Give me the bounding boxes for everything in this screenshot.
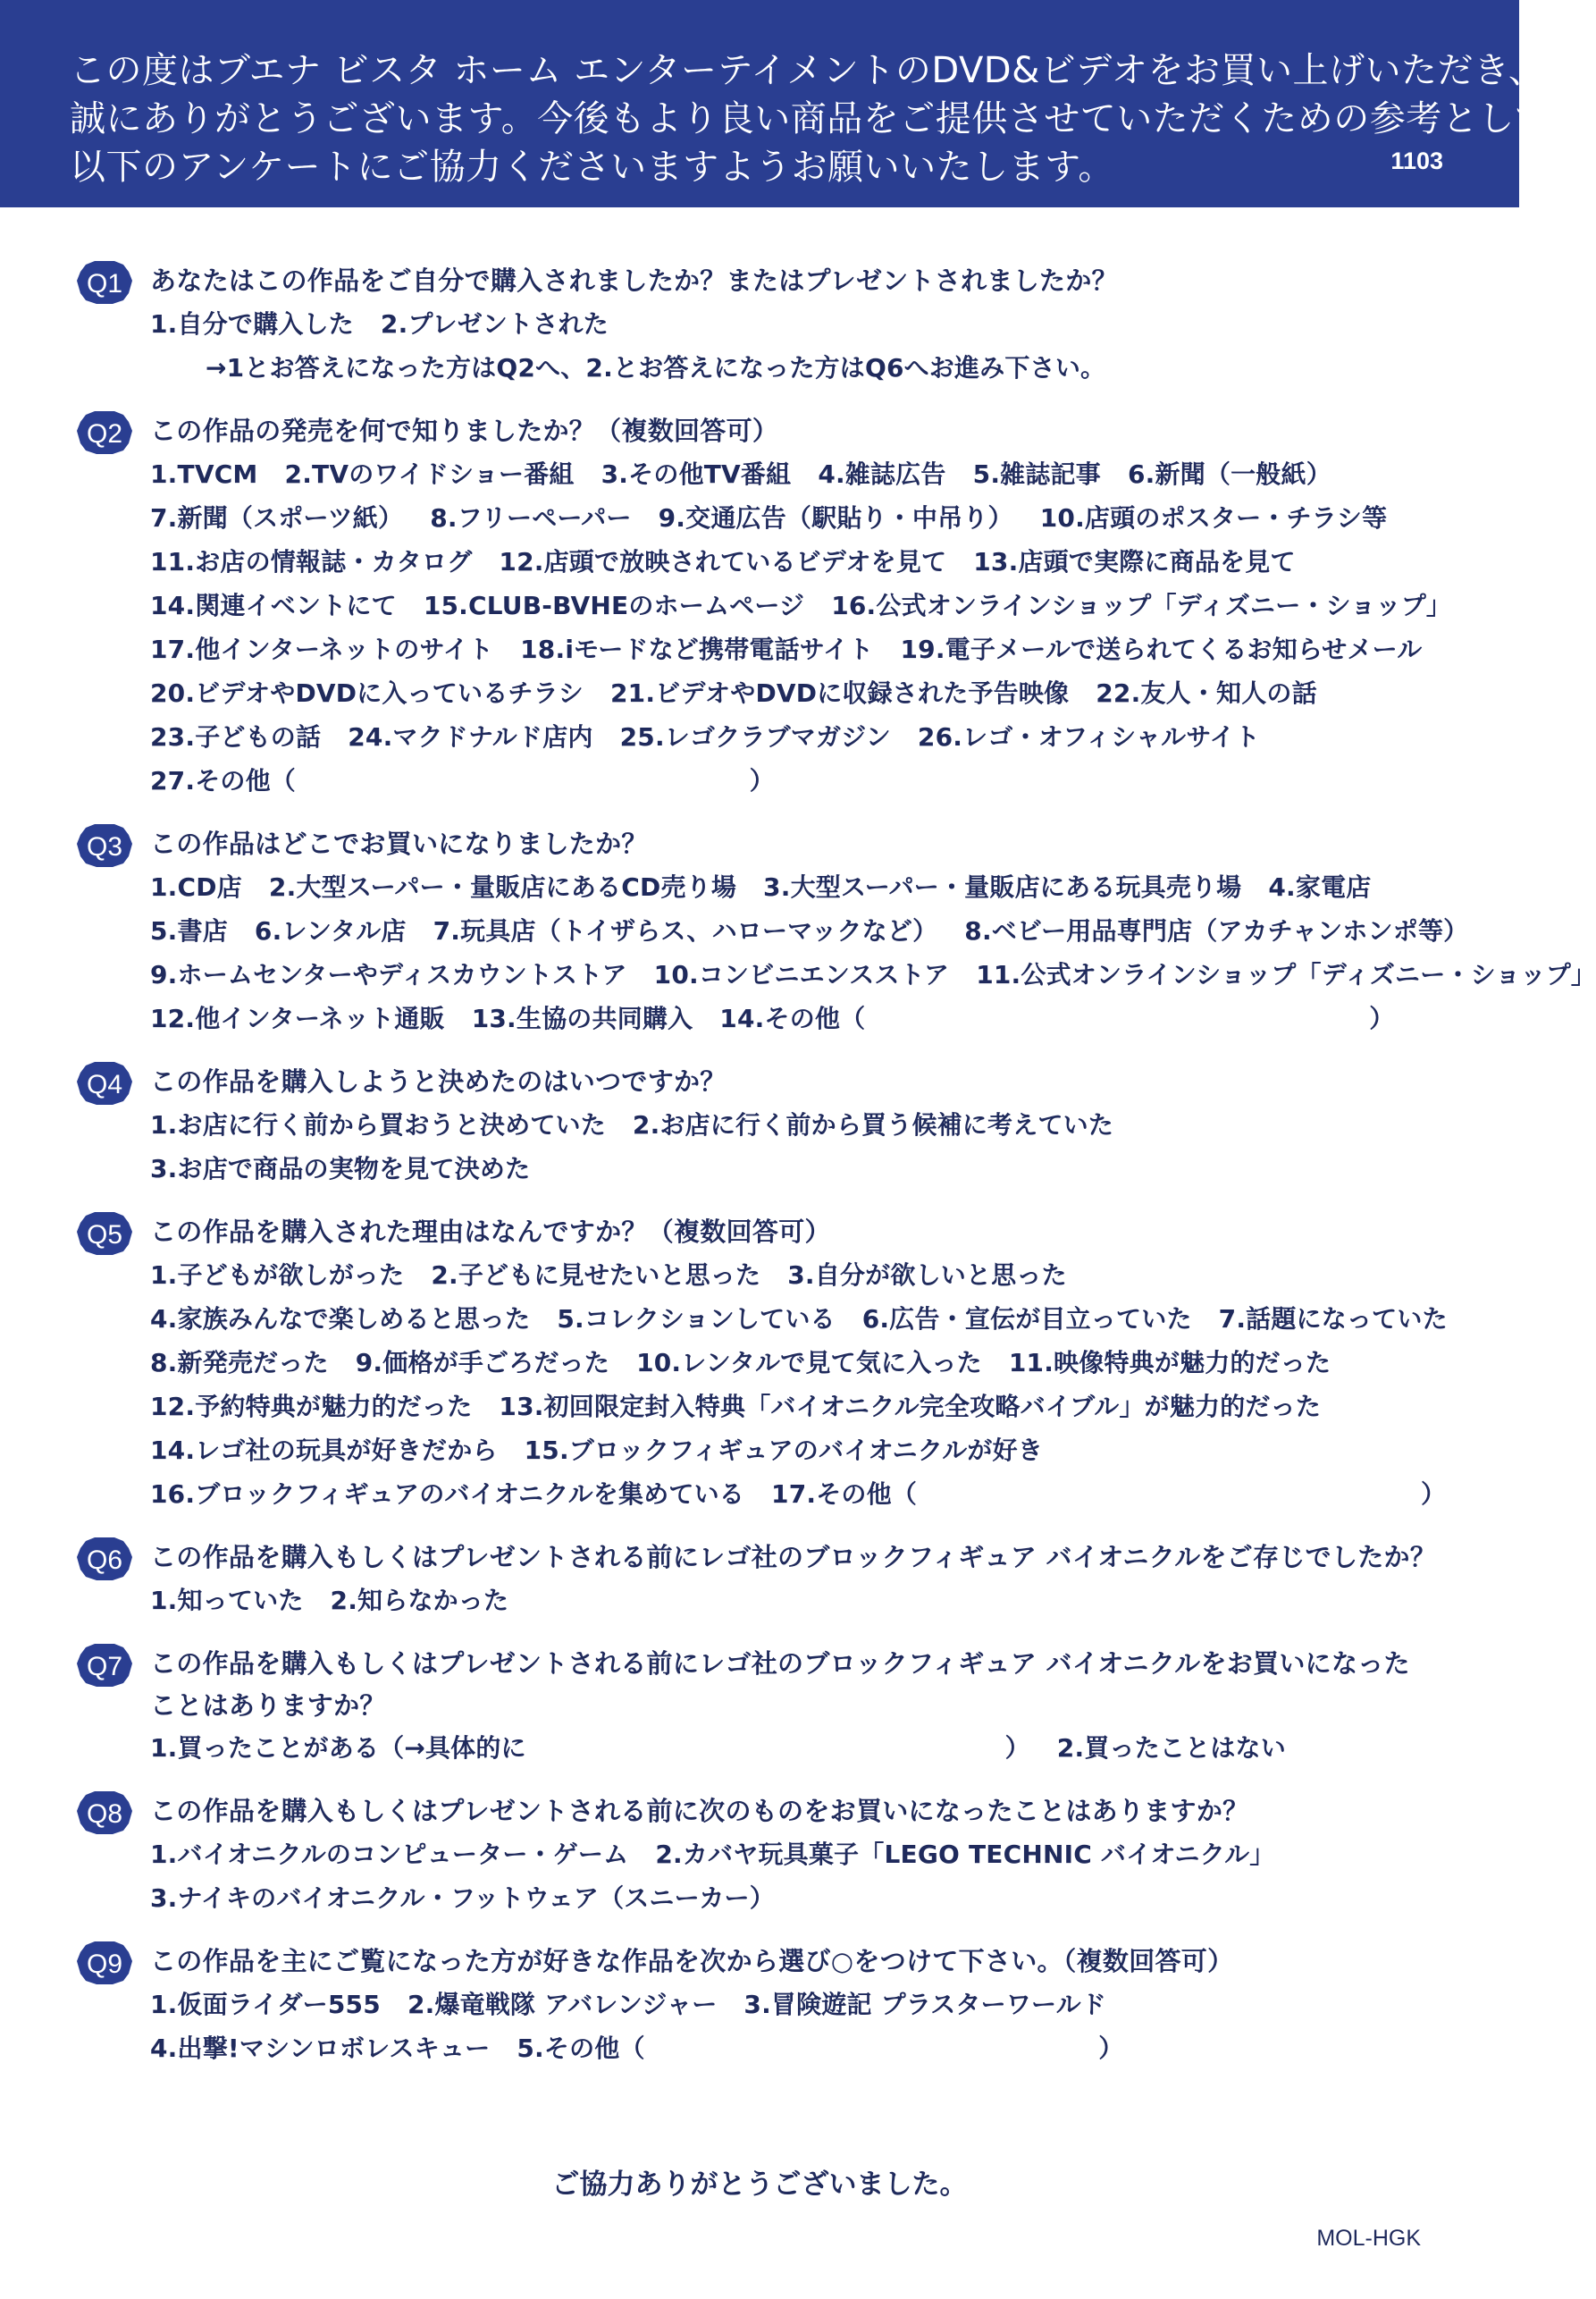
q5-options-row [150,1297,1519,1341]
q3-option[interactable]: 7.玩具店（トイザらス、ハローマックなど） [433,916,938,946]
q2-option[interactable]: 18.iモードなど携帯電話サイト [520,635,874,664]
q1-option[interactable]: →1とお答えになった方はQ2へ、2.とお答えになった方はQ6へお進み下さい。 [206,353,1106,383]
q7-badge-icon [77,1644,132,1687]
q1-options-row [150,346,1519,390]
q3-title: この作品はどこでお買いになりましたか？ [150,829,648,859]
q5-option[interactable]: 3.自分が欲しいと思った [787,1260,1067,1290]
header-line-2: 誠にありがとうございます。今後もより良い商品をご提供させていただくための参考として、 [70,98,1586,139]
q3-option[interactable]: 11.公式オンラインショップ「ディズニー・ショップ」 [976,960,1596,989]
q4-options-row [150,1103,1519,1147]
q5-option[interactable]: 11.映像特典が魅力的だった [1008,1348,1331,1377]
header-band [0,0,1586,207]
q3-option[interactable]: 9.ホームセンターやディスカウントストア [150,960,627,989]
q1-options-row [150,302,1519,346]
question-q7 [0,1642,1519,1770]
q2-options-row [150,627,1519,671]
q5-option[interactable]: 7.話題になっていた [1218,1304,1448,1334]
q1-option[interactable]: 2.プレゼントされた [380,309,609,339]
q2-option[interactable]: 23.子どもの話 [150,722,322,752]
q6-option[interactable]: 1.知っていた [150,1586,304,1615]
q2-badge-icon [77,411,132,454]
q6-title: この作品を購入もしくはプレゼントされる前にレゴ社のブロックフィギュア バイオニクルをご存じでしたか？ [150,1542,1437,1572]
q4-badge-icon [77,1062,132,1105]
q2-option[interactable]: 13.店頭で実際に商品を見て [973,547,1296,577]
q2-option[interactable]: 7.新聞（スポーツ紙） [150,503,404,533]
q4-option[interactable]: 2.お店に行く前から買う候補に考えていた [632,1110,1114,1140]
q3-option[interactable]: 5.書店 [150,916,228,946]
q2-option[interactable]: 20.ビデオやDVDに入っているチラシ [150,678,584,708]
q3-option[interactable]: 10.コンビニエンスストア [653,960,950,989]
q9-title: この作品を主にご覧になった方が好きな作品を次から選び○をつけて下さい。（複数回答可） [150,1946,1234,1976]
q7-option[interactable]: 1.買ったことがある（→具体的に ） [150,1733,1030,1763]
q5-option[interactable]: 1.子どもが欲しがった [150,1260,405,1290]
q2-options-row [150,671,1519,715]
q3-option[interactable]: 13.生協の共同購入 [471,1004,693,1033]
q9-option[interactable]: 3.冒険遊記 プラスターワールド [743,1990,1107,2019]
q1-badge-icon [77,261,132,304]
q5-option[interactable]: 10.レンタルで見て気に入った [636,1348,982,1377]
issue-code: 1103 [1390,147,1443,174]
q7-title: この作品を購入もしくはプレゼントされる前にレゴ社のブロックフィギュア バイオニクルをお買いになった [150,1648,1410,1679]
q3-option[interactable]: 1.CD店 [150,872,242,902]
q9-option[interactable]: 2.爆竜戦隊 アバレンジャー [407,1990,718,2019]
q9-option[interactable]: 1.仮面ライダー555 [150,1990,381,2019]
q8-badge-icon [77,1791,132,1834]
q5-option[interactable]: 17.その他（ ） [771,1479,1447,1509]
q2-option[interactable]: 19.電子メールで送られてくるお知らせメール [900,635,1423,664]
q9-badge-label: Q9 [86,1950,123,1979]
q2-options-row [150,496,1519,540]
q2-options-row [150,452,1519,496]
q1-badge-label: Q1 [86,269,123,299]
q9-options-row [150,2026,1519,2070]
question-q4 [0,1060,1519,1191]
q3-options-row [150,909,1519,953]
q2-option[interactable]: 1.TVCM [150,459,258,489]
q3-option[interactable]: 8.ベビー用品専門店（アカチャンホンポ等） [964,916,1469,946]
q5-badge-label: Q5 [86,1220,123,1250]
q9-badge-icon [77,1941,132,1984]
q2-option[interactable]: 6.新聞（一般紙） [1127,459,1331,489]
q5-option[interactable]: 2.子どもに見せたいと思った [431,1260,761,1290]
q2-option[interactable]: 12.店頭で放映されているビデオを見て [499,547,947,577]
q3-option[interactable]: 12.他インターネット通販 [150,1004,445,1033]
q2-option[interactable]: 24.マクドナルド店内 [348,722,593,752]
question-q2 [0,409,1519,803]
q5-option[interactable]: 8.新発売だった [150,1348,329,1377]
q2-option[interactable]: 26.レゴ・オフィシャルサイト [917,722,1260,752]
q5-options-row [150,1341,1519,1385]
q2-option[interactable]: 4.雑誌広告 [818,459,946,489]
q2-option[interactable]: 17.他インターネットのサイト [150,635,494,664]
q2-options-row [150,540,1519,584]
question-q5 [0,1210,1519,1516]
q2-option[interactable]: 2.TVのワイドショー番組 [284,459,575,489]
q3-badge-label: Q3 [86,832,123,862]
header-line-1: この度はブエナ ビスタ ホーム エンターテイメントのDVD&ビデオをお買い上げいただき、 [70,50,1545,91]
footer-code: MOL-HGK [1316,2226,1421,2251]
q3-badge-icon [77,824,132,867]
q5-badge-icon [77,1212,132,1255]
q7-badge-label: Q7 [86,1652,123,1681]
q2-option[interactable]: 3.その他TV番組 [601,459,792,489]
question-q1 [0,259,1519,390]
q5-title: この作品を購入された理由はなんですか？（複数回答可） [150,1217,831,1247]
q5-options-row [150,1428,1519,1472]
question-q9 [0,1940,1519,2070]
q2-options-row [150,759,1519,803]
q5-options-row [150,1385,1519,1428]
q1-option[interactable]: 1.自分で購入した [150,309,354,339]
q4-options-row [150,1147,1519,1191]
q8-option[interactable]: 1.バイオニクルのコンピューター・ゲーム [150,1840,629,1869]
q2-option[interactable]: 16.公式オンラインショップ「ディズニー・ショップ」 [831,591,1452,620]
q6-badge-label: Q6 [86,1545,123,1575]
q2-option[interactable]: 22.友人・知人の話 [1096,678,1317,708]
q2-badge-label: Q2 [86,419,123,449]
q5-options-row [150,1472,1519,1516]
q8-options-row [150,1876,1519,1920]
q9-option[interactable]: 4.出撃!マシンロボレスキュー [150,2034,491,2063]
q7-title-continued: ことはありますか？ [150,1690,386,1721]
q9-options-row [150,1983,1519,2026]
q2-option[interactable]: 10.店頭のポスター・チラシ等 [1039,503,1388,533]
q2-option[interactable]: 11.お店の情報誌・カタログ [150,547,473,577]
q4-title: この作品を購入しようと決めたのはいつですか？ [150,1066,727,1097]
question-q6 [0,1536,1519,1622]
q3-options-row [150,953,1596,997]
q5-option[interactable]: 13.初回限定封入特典「バイオニクル完全攻略バイブル」が魅力的だった [499,1392,1322,1421]
q5-option[interactable]: 14.レゴ社の玩具が好きだから [150,1436,498,1465]
thanks-message: ご協力ありがとうございました。 [551,2168,968,2201]
question-q8 [0,1790,1519,1920]
q5-option[interactable]: 12.予約特典が魅力的だった [150,1392,473,1421]
q5-options-row [150,1253,1519,1297]
q2-options-row [150,715,1519,759]
q4-option[interactable]: 3.お店で商品の実物を見て決めた [150,1154,531,1183]
q2-option[interactable]: 27.その他（ ） [150,766,775,796]
q2-options-row [150,584,1519,627]
q3-option[interactable]: 14.その他（ ） [719,1004,1395,1033]
q3-options-row [150,997,1519,1040]
q1-title: あなたはこの作品をご自分で購入されましたか？またはプレゼントされましたか？ [150,265,1118,296]
q3-option[interactable]: 3.大型スーパー・量販店にある玩具売り場 [763,872,1242,902]
q2-option[interactable]: 9.交通広告（駅貼り・中吊り） [658,503,1013,533]
questions-list [0,259,1596,2090]
q6-option[interactable]: 2.知らなかった [330,1586,509,1615]
q3-options-row [150,865,1519,909]
q9-option[interactable]: 5.その他（ ） [517,2034,1124,2063]
q7-option[interactable]: 2.買ったことはない [1056,1733,1286,1763]
q8-badge-label: Q8 [86,1799,123,1829]
q2-option[interactable]: 21.ビデオやDVDに収録された予告映像 [610,678,1070,708]
q3-option[interactable]: 2.大型スーパー・量販店にあるCD売り場 [268,872,737,902]
q6-options-row [150,1579,1519,1622]
q5-option[interactable]: 4.家族みんなで楽しめると思った [150,1304,531,1334]
q5-option[interactable]: 9.価格が手ごろだった [355,1348,610,1377]
q6-badge-icon [77,1537,132,1580]
q5-option[interactable]: 15.ブロックフィギュアのバイオニクルが好き [524,1436,1044,1465]
header-line-3: 以下のアンケートにご協力くださいますようお願いいたします。 [70,147,1114,188]
q5-option[interactable]: 5.コレクションしている [557,1304,836,1334]
q3-option[interactable]: 6.レンタル店 [254,916,407,946]
q8-options-row [150,1832,1519,1876]
q4-badge-label: Q4 [86,1070,123,1099]
q2-option[interactable]: 5.雑誌記事 [972,459,1101,489]
q2-option[interactable]: 15.CLUB-BVHEのホームページ [423,591,805,620]
q5-option[interactable]: 6.広告・宣伝が目立っていた [861,1304,1192,1334]
q8-option[interactable]: 2.カバヤ玩具菓子「LEGO TECHNIC バイオニクル」 [655,1840,1275,1869]
q4-option[interactable]: 1.お店に行く前から買おうと決めていた [150,1110,606,1140]
q3-option[interactable]: 4.家電店 [1268,872,1372,902]
q2-title: この作品の発売を何で知りましたか？（複数回答可） [150,416,779,446]
q2-option[interactable]: 25.レゴクラブマガジン [619,722,891,752]
question-q3 [0,822,1596,1040]
q7-options-row [150,1726,1519,1770]
q5-option[interactable]: 16.ブロックフィギュアのバイオニクルを集めている [150,1479,745,1509]
q2-option[interactable]: 14.関連イベントにて [150,591,397,620]
q2-option[interactable]: 8.フリーペーパー [430,503,632,533]
q8-option[interactable]: 3.ナイキのバイオニクル・フットウェア（スニーカー） [150,1883,775,1913]
q8-title: この作品を購入もしくはプレゼントされる前に次のものをお買いになったことはありますか？ [150,1796,1249,1826]
